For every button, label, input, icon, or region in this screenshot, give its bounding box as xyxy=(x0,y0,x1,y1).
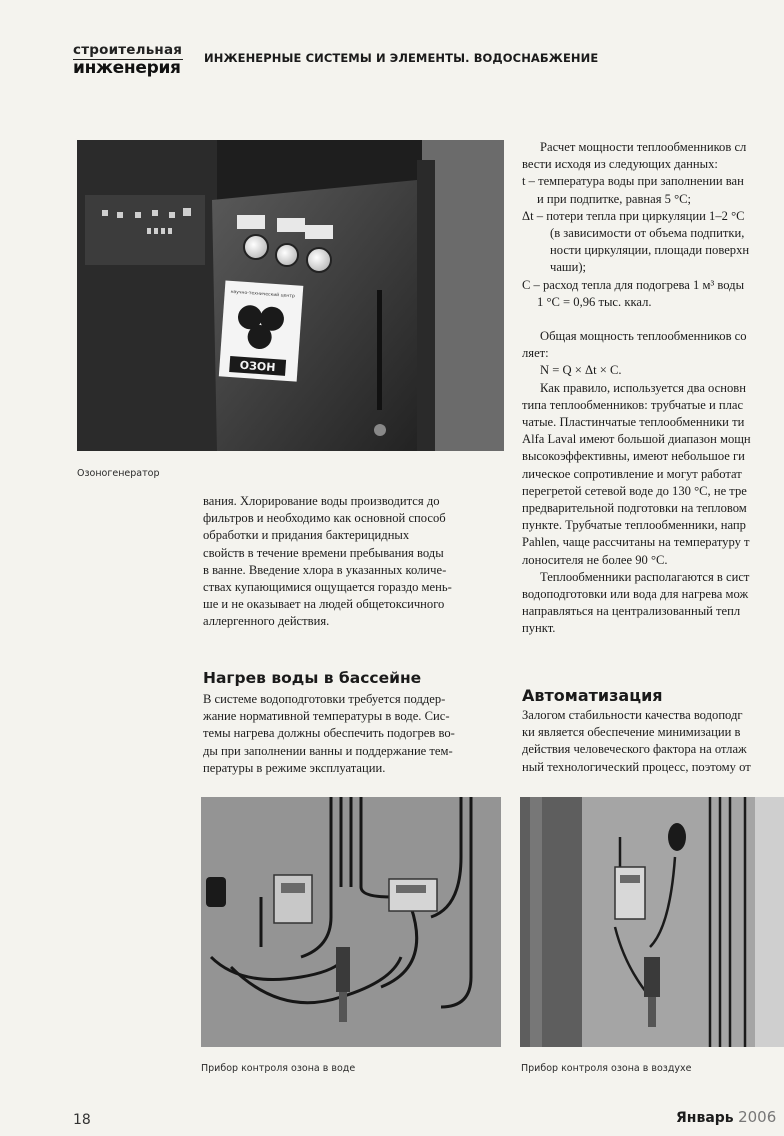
text-line: ше и не оказывает на людей общетоксичного xyxy=(203,597,445,612)
logo-line-1: строительная xyxy=(73,42,183,58)
text-line: чатые. Пластинчатые теплообменники ти xyxy=(522,415,745,430)
page-number: 18 xyxy=(73,1112,91,1128)
text-line: ности циркуляции, площади поверхн xyxy=(550,243,750,258)
text-line: Pahlen, чаще рассчитаны на температуру т xyxy=(522,535,750,550)
text-line: чаши); xyxy=(550,260,587,275)
text-line: высокоэффективны, имеют небольшое ги xyxy=(522,449,745,464)
text-line: предварительной подготовки на тепловом xyxy=(522,501,747,516)
text-line: ки является обеспечение минимизации в xyxy=(522,725,741,740)
text-line: пературы в режиме эксплуатации. xyxy=(203,760,386,775)
text-line: Alfa Laval имеют большой диапазон мощн xyxy=(522,432,751,447)
text-line: Как правило, используется два основн xyxy=(540,380,746,395)
chlorination-paragraph xyxy=(203,493,503,631)
logo-line-2: инженерия xyxy=(73,57,181,78)
issue-date xyxy=(676,1108,776,1126)
air-ozone-meter-photo xyxy=(520,797,784,1047)
text-line: жание нормативной температуры в воде. Сис- xyxy=(203,709,450,724)
text-line: действия человеческого фактора на отлаж xyxy=(522,742,747,757)
right-column xyxy=(522,139,784,638)
text-line: вания. Хлорирование воды производится до xyxy=(203,494,440,508)
text-line: и при подпитке, равная 5 °С; xyxy=(537,191,692,206)
ozone-generator-photo xyxy=(77,140,504,451)
magazine-logo xyxy=(73,44,183,77)
text-line: пункте. Трубчатые теплообменники, напр xyxy=(522,518,746,533)
text-line: ды при заполнении ванны и поддержание тем- xyxy=(203,743,453,758)
ozon-badge-text: ОЗОН xyxy=(239,358,276,375)
water-ozone-meter-photo xyxy=(201,797,501,1047)
ozon-badge-subtitle: научно-технический центр xyxy=(230,289,295,300)
text-line: перегретой сетевой воде до 130 °С, не тре xyxy=(522,483,747,498)
water-ozone-meter-caption: Прибор контроля озона в воде xyxy=(201,1063,356,1074)
text-line: ляет: xyxy=(522,346,549,361)
text-line: Теплообменники располагаются в сист xyxy=(540,569,750,584)
text-line: лическое сопротивление и могут работат xyxy=(522,466,742,481)
text-line: вести исходя из следующих данных: xyxy=(522,157,718,172)
text-line: фильтров и необходимо как основной способ xyxy=(203,511,446,526)
text-line: лоносителя не более 90 °С. xyxy=(522,552,668,567)
text-line: В системе водоподготовки требуется поддер- xyxy=(203,692,446,706)
text-line: Общая мощность теплообменников со xyxy=(540,329,747,344)
formula: N = Q × Δt × C. xyxy=(540,363,622,378)
automation-heading: Автоматизация xyxy=(522,686,663,705)
text-line: С – расход тепла для подогрева 1 м³ воды xyxy=(522,277,745,292)
text-line: в ванне. Введение хлора в указанных количе- xyxy=(203,562,447,577)
text-line: темы нагрева должны обеспечить подогрев во- xyxy=(203,726,455,741)
text-line: t – температура воды при заполнении ван xyxy=(522,174,744,189)
text-line: направляться на централизованный тепл xyxy=(522,604,741,619)
text-line: пункт. xyxy=(522,621,556,636)
text-line: 1 °С = 0,96 тыс. ккал. xyxy=(537,294,652,309)
automation-paragraph xyxy=(522,707,784,776)
text-line: (в зависимости от объема подпитки, xyxy=(550,226,745,241)
section-title: ИНЖЕНЕРНЫЕ СИСТЕМЫ И ЭЛЕМЕНТЫ. ВОДОСНАБЖЕНИЕ xyxy=(204,51,599,65)
text-line: ствах купающимися ощущается гораздо мень- xyxy=(203,580,452,595)
ozone-generator-caption: Озоногенератор xyxy=(77,468,160,479)
text-line: водоподготовки или вода для нагрева мож xyxy=(522,587,749,602)
text-line: обработки и придания бактерицидных xyxy=(203,528,410,543)
text-line: ный технологический процесс, поэтому от xyxy=(522,759,751,774)
text-line: свойств в течение времени пребывания воды xyxy=(203,545,444,560)
text-line: Залогом стабильности качества водоподг xyxy=(522,708,743,722)
text-line: аллергенного действия. xyxy=(203,614,330,629)
issue-month: Январь xyxy=(676,1110,734,1126)
text-line: Расчет мощности теплообменников сл xyxy=(540,140,747,154)
heating-heading: Нагрев воды в бассейне xyxy=(203,669,422,687)
heating-paragraph xyxy=(203,691,503,777)
text-line: типа теплообменников: трубчатые и плас xyxy=(522,397,744,412)
left-column xyxy=(203,493,503,631)
text-line: Δt – потери тепла при циркуляции 1–2 °С xyxy=(522,208,745,223)
air-ozone-meter-caption: Прибор контроля озона в воздухе xyxy=(521,1063,692,1074)
issue-year: 2006 xyxy=(738,1108,777,1126)
